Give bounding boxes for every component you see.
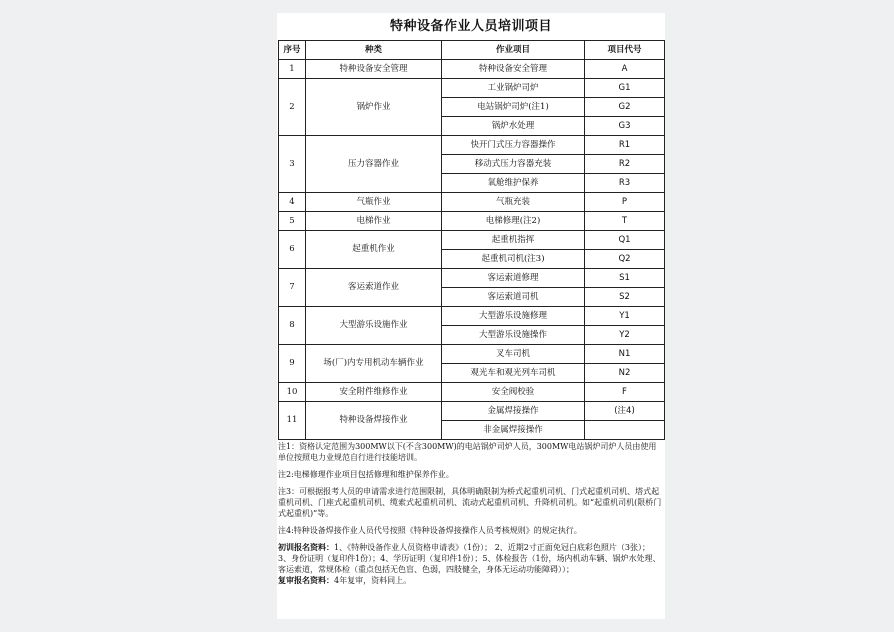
cell-item: 锅炉水处理 [442,117,585,136]
cell-code: G1 [585,79,665,98]
cell-item: 客运索道司机 [442,288,585,307]
review-requirements [278,575,662,586]
cell-item: 氧舱维护保养 [442,174,585,193]
cell-item: 工业锅炉司炉 [442,79,585,98]
cell-code: T [585,212,665,231]
cell-category: 锅炉作业 [306,79,442,136]
cell-no: 8 [279,307,306,345]
cell-item: 大型游乐设施修理 [442,307,585,326]
cell-category: 场(厂)内专用机动车辆作业 [306,345,442,383]
initial-training-requirements [278,542,662,575]
table-row [279,193,665,212]
cell-item: 快开门式压力容器操作 [442,136,585,155]
cell-item: 叉车司机 [442,345,585,364]
cell-category: 压力容器作业 [306,136,442,193]
cell-code: Y2 [585,326,665,345]
page-title: 特种设备作业人员培训项目 [389,19,552,34]
cell-category: 气瓶作业 [306,193,442,212]
table-row [279,231,665,250]
table-row [279,345,665,364]
note-1: 注1：资格认定范围为300MW以下(不含300MW)的电站锅炉司炉人员，300MW电站锅炉司炉人员由使用单位按照电力业规范自行进行技能培训。 [278,442,657,462]
cell-code: F [585,383,665,402]
cell-no: 6 [279,231,306,269]
cell-no: 9 [279,345,306,383]
cell-code [585,421,665,440]
note-2: 注2:电梯修理作业项目包括修理和维护保养作业。 [278,470,454,479]
cell-item: 起重机司机(注3) [442,250,585,269]
cell-item: 客运索道修理 [442,269,585,288]
cell-code: G2 [585,98,665,117]
cell-item: 安全阀校验 [442,383,585,402]
header-no: 序号 [279,41,306,60]
cell-no: 10 [279,383,306,402]
cell-code: N1 [585,345,665,364]
header-category: 种类 [306,41,442,60]
cell-code: R3 [585,174,665,193]
cell-code: G3 [585,117,665,136]
cell-no: 3 [279,136,306,193]
header-code: 项目代号 [585,41,665,60]
table-row [279,383,665,402]
cell-no: 2 [279,79,306,136]
cell-code: Q2 [585,250,665,269]
cell-no: 4 [279,193,306,212]
cell-code: R2 [585,155,665,174]
cell-category: 客运索道作业 [306,269,442,307]
review-text: 4年复审，资料同上。 [334,576,412,585]
initial-training-label: 初训报名资料： [278,543,334,552]
document-sheet [277,13,665,619]
cell-item: 气瓶充装 [442,193,585,212]
cell-category: 安全附件维修作业 [306,383,442,402]
cell-item: 观光车和观光列车司机 [442,364,585,383]
cell-code: N2 [585,364,665,383]
cell-code: R1 [585,136,665,155]
note-3: 注3：可根据报考人员的申请需求进行范围限制，具体明确限制为桥式起重机司机、门式起重机司机、塔式起重机司机、门座式起重机司机、缆索式起重机司机、流动式起重机司机、升降机司机。如“起重机司机(限桥门式起重机)”等。 [278,487,662,518]
table-body [279,60,665,440]
cell-no: 1 [279,60,306,79]
cell-item: 移动式压力容器充装 [442,155,585,174]
cell-code: S2 [585,288,665,307]
cell-item: 电梯修理(注2) [442,212,585,231]
table-row [279,212,665,231]
table-row [279,79,665,98]
cell-no: 11 [279,402,306,440]
note-4: 注4:特种设备焊接作业人员代号按照《特种设备焊接操作人员考核规则》的规定执行。 [278,526,582,535]
cell-category: 起重机作业 [306,231,442,269]
training-items-table [278,40,665,440]
cell-code: P [585,193,665,212]
notes-section [278,441,662,586]
cell-code: (注4) [585,402,665,421]
cell-code: S1 [585,269,665,288]
initial-training-text: 1、《特种设备作业人员资格申请表》（1份）； 2、近期2寸正面免冠白底彩色照片（3张）；3、身份证明（复印件1份）；4、学历证明（复印件1份）；5、体检报告（1份，场内机动车辆、锅炉水处理、客运索道，常规体检（重点包括无色盲、色弱，四肢健全，身体无运动功能障碍））； [278,543,661,574]
cell-category: 大型游乐设施作业 [306,307,442,345]
cell-category: 特种设备安全管理 [306,60,442,79]
table-row [279,307,665,326]
cell-code: Y1 [585,307,665,326]
table-row [279,60,665,79]
cell-no: 5 [279,212,306,231]
cell-code: Q1 [585,231,665,250]
cell-item: 特种设备安全管理 [442,60,585,79]
cell-item: 起重机指挥 [442,231,585,250]
cell-no: 7 [279,269,306,307]
table-row [279,136,665,155]
table-header-row [279,41,665,60]
cell-item: 大型游乐设施操作 [442,326,585,345]
cell-category: 特种设备焊接作业 [306,402,442,440]
cell-item: 金属焊接操作 [442,402,585,421]
cell-category: 电梯作业 [306,212,442,231]
header-item: 作业项目 [442,41,585,60]
cell-code: A [585,60,665,79]
table-row [279,402,665,421]
table-row [279,269,665,288]
cell-item: 电站锅炉司炉(注1) [442,98,585,117]
review-label: 复审报名资料： [278,576,334,585]
cell-item: 非金属焊接操作 [442,421,585,440]
